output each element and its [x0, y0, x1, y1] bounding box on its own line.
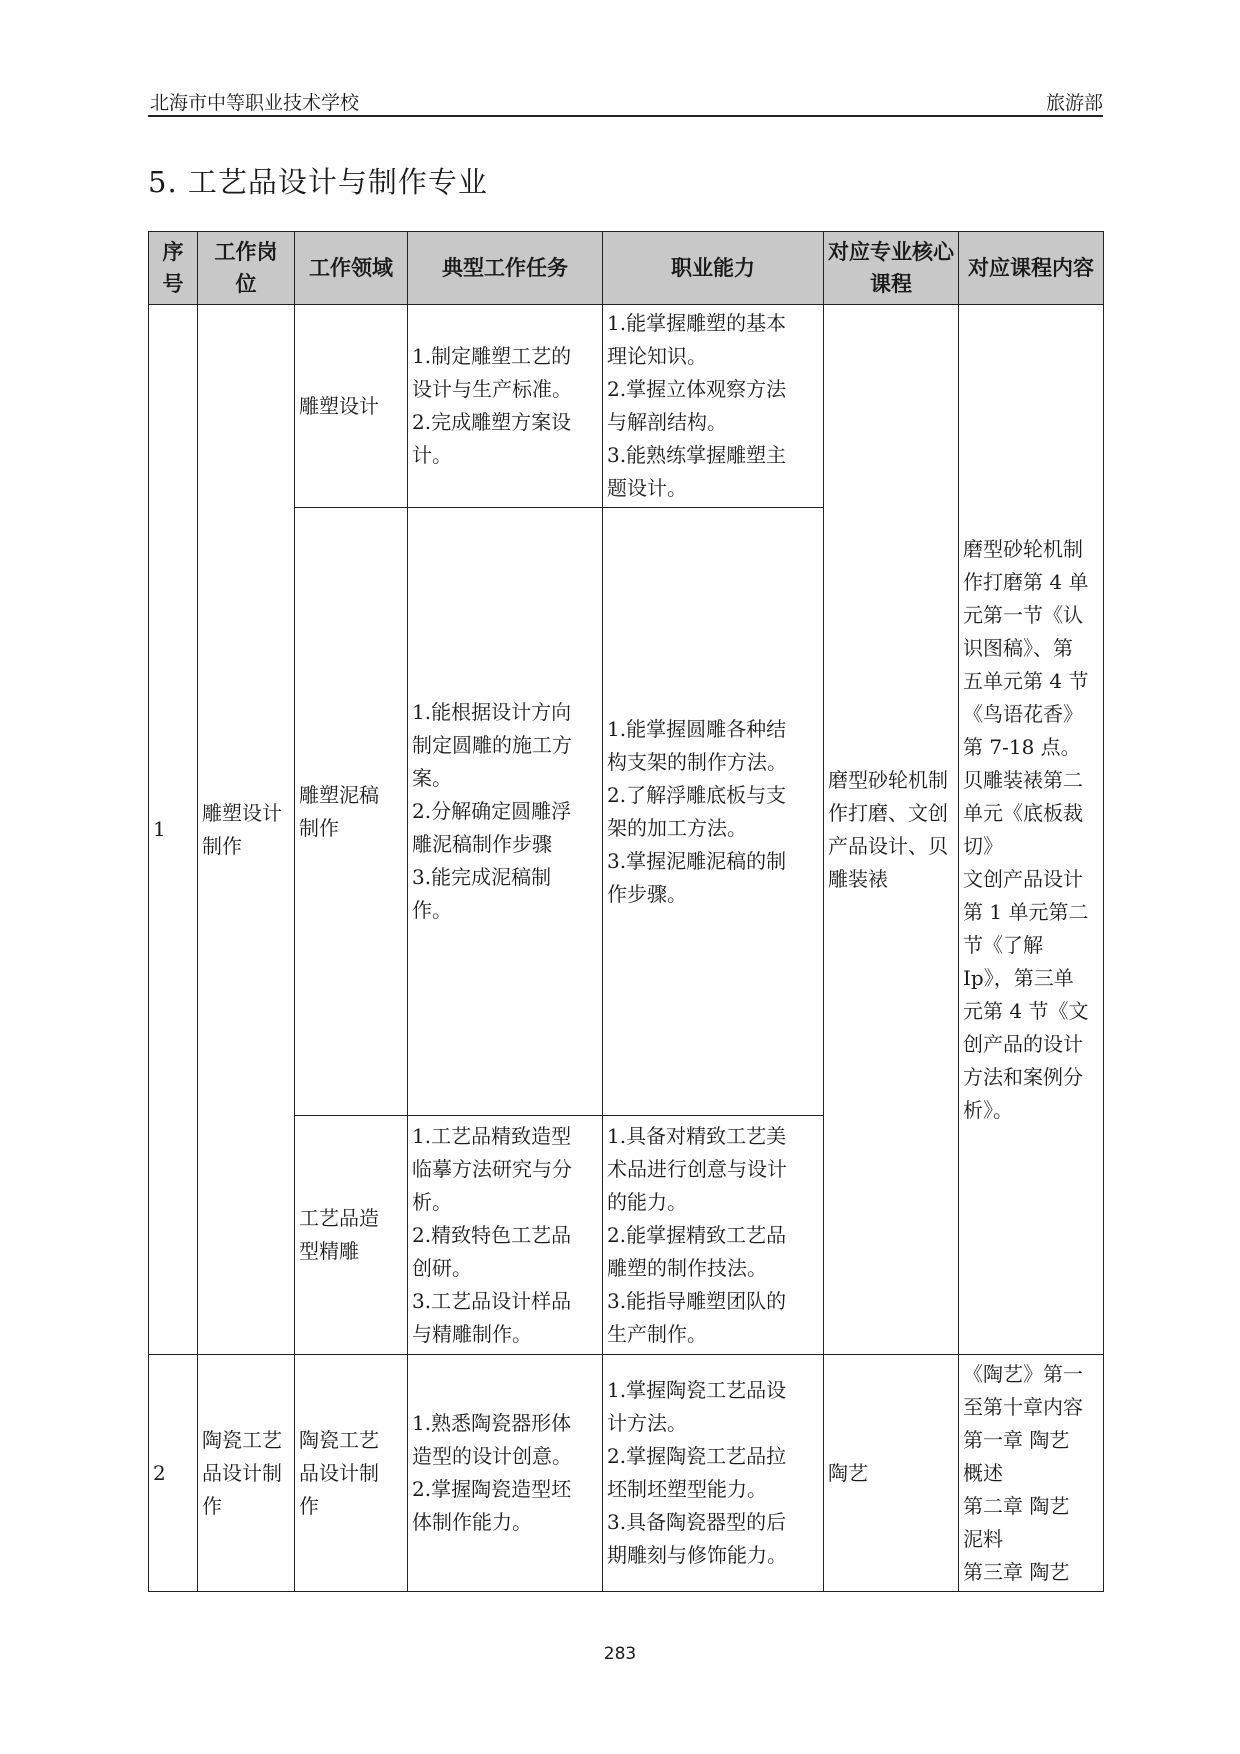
cell-line: 3.具备陶瓷器型的后: [607, 1510, 787, 1534]
core-course-cell: [824, 305, 959, 1355]
cell-line: 期雕刻与修饰能力。: [607, 1543, 787, 1567]
cell-line: 理论知识。: [607, 344, 707, 368]
cell-line: 2.掌握立体观察方法: [607, 377, 787, 401]
cell-line: Ip》，第三单: [963, 965, 1074, 990]
cell-line: 2.掌握陶瓷工艺品拉: [607, 1444, 787, 1468]
cell-line: 1.熟悉陶瓷器形体: [412, 1411, 572, 1435]
cell-line: 2.精致特色工艺品: [412, 1222, 572, 1247]
cell-line: 概述: [963, 1460, 1003, 1485]
cell-line: 1.能掌握雕塑的基本: [607, 311, 787, 335]
cell-line: 单元《底板裁: [963, 800, 1083, 825]
cell-line: 课程: [870, 272, 912, 296]
table-row: [149, 305, 1104, 508]
career-table: [148, 231, 1104, 1592]
post-cell: [198, 305, 295, 1355]
cell-line: 3.掌握泥雕泥稿的制: [607, 848, 787, 873]
cell-line: 磨型砂轮机制: [828, 767, 948, 792]
ability-cell: [603, 1116, 824, 1355]
header-task: [408, 232, 603, 305]
cell-line: 切》: [963, 833, 1003, 858]
cell-line: 与解剖结构。: [607, 410, 727, 434]
cell-line: 2.完成雕塑方案设: [412, 410, 572, 434]
cell-line: 作。: [412, 898, 452, 922]
cell-line: 2.分解确定圆雕浮: [412, 799, 572, 823]
row-number: 1: [149, 305, 198, 1355]
cell-line: 临摹方法研究与分: [412, 1156, 572, 1181]
cell-line: 设计与生产标准。: [412, 377, 572, 401]
cell-line: 计方法。: [607, 1411, 687, 1435]
cell-line: 节《了解: [963, 932, 1043, 957]
cell-line: 第 7-18 点。: [963, 734, 1081, 759]
task-cell: [408, 1355, 603, 1592]
cell-line: 制定圆雕的施工方: [412, 733, 572, 757]
cell-line: 析》。: [963, 1097, 1013, 1122]
cell-line: 型精雕: [299, 1239, 359, 1263]
cell-line: 五单元第 4 节: [963, 668, 1089, 693]
cell-line: 工作领域: [309, 256, 393, 280]
cell-line: 作: [299, 1493, 319, 1518]
cell-line: 至第十章内容: [963, 1394, 1083, 1419]
cell-line: 体制作能力。: [412, 1510, 532, 1534]
core-course-cell: [824, 1355, 959, 1592]
cell-line: 术品进行创意与设计: [607, 1156, 787, 1181]
cell-line: 生产制作。: [607, 1321, 707, 1346]
cell-line: 工作岗: [214, 240, 278, 264]
cell-line: 品设计制: [202, 1460, 282, 1485]
header-post: [198, 232, 295, 305]
task-cell: [408, 508, 603, 1116]
course-content-cell: [959, 305, 1104, 1355]
cell-line: 3.能完成泥稿制: [412, 865, 552, 889]
cell-line: 职业能力: [671, 256, 755, 280]
cell-line: 典型工作任务: [442, 256, 568, 280]
cell-line: 对应课程内容: [968, 256, 1094, 280]
ability-cell: [603, 508, 824, 1116]
cell-line: 雕泥稿制作步骤: [412, 832, 552, 856]
cell-line: 磨型砂轮机制: [963, 536, 1083, 561]
header-field: [295, 232, 408, 305]
cell-line: 3.能熟练掌握雕塑主: [607, 443, 787, 467]
cell-line: 创研。: [412, 1255, 472, 1280]
cell-line: 第一章 陶艺: [963, 1427, 1070, 1452]
header-ability: [603, 232, 824, 305]
cell-line: 作打磨第 4 单: [963, 569, 1089, 594]
field-cell: [295, 305, 408, 508]
cell-line: 位: [235, 272, 257, 296]
cell-line: 坯制坯塑型能力。: [607, 1477, 767, 1501]
cell-line: 雕塑设计: [299, 393, 379, 418]
cell-line: 造型的设计创意。: [412, 1444, 572, 1468]
cell-line: 贝雕装裱第二: [963, 767, 1083, 792]
page-number: 283: [603, 1644, 637, 1664]
cell-line: 陶瓷工艺: [202, 1427, 282, 1452]
field-cell: [295, 1355, 408, 1592]
cell-line: 方法和案例分: [963, 1064, 1083, 1089]
cell-line: 2.掌握陶瓷造型坯: [412, 1477, 572, 1501]
cell-line: 析。: [412, 1189, 452, 1214]
department-name: 旅游部: [1045, 92, 1103, 114]
section-title: 5. 工艺品设计与制作专业: [148, 165, 488, 199]
cell-line: 1.能掌握圆雕各种结: [607, 716, 787, 741]
cell-line: 《鸟语花香》: [963, 701, 1083, 726]
cell-line: 对应专业核心: [828, 240, 954, 264]
table-header-row: [149, 232, 1104, 305]
row-number: 2: [149, 1355, 198, 1592]
cell-line: 架的加工方法。: [607, 815, 747, 840]
header-course-content: [959, 232, 1104, 305]
cell-line: 第 1 单元第二: [963, 899, 1089, 924]
cell-line: 1.具备对精致工艺美: [607, 1123, 787, 1148]
cell-line: 3.能指导雕塑团队的: [607, 1288, 787, 1313]
cell-line: 序: [162, 240, 184, 264]
cell-line: 雕塑泥稿: [299, 782, 379, 807]
field-cell: [295, 1116, 408, 1355]
cell-line: 1.掌握陶瓷工艺品设: [607, 1378, 787, 1402]
cell-line: 产品设计、贝: [828, 833, 948, 858]
cell-line: 号: [162, 272, 184, 296]
cell-line: 雕塑设计: [202, 800, 282, 825]
cell-line: 构支架的制作方法。: [607, 749, 787, 774]
cell-line: 雕装裱: [828, 866, 888, 891]
cell-line: 与精雕制作。: [412, 1321, 532, 1346]
cell-line: 1.能根据设计方向: [412, 700, 572, 724]
cell-line: 2.能掌握精致工艺品: [607, 1222, 787, 1247]
cell-line: 创产品的设计: [963, 1031, 1083, 1056]
cell-line: 泥料: [963, 1526, 1003, 1551]
header-core-course: [824, 232, 959, 305]
cell-line: 作: [202, 1493, 222, 1518]
cell-line: 案。: [412, 766, 452, 790]
ability-cell: [603, 1355, 824, 1592]
cell-line: 识图稿》、第: [963, 635, 1073, 660]
cell-line: 第二章 陶艺: [963, 1493, 1070, 1518]
cell-line: 题设计。: [607, 476, 687, 500]
cell-line: 雕塑的制作技法。: [607, 1255, 767, 1280]
cell-line: 元第 4 节《文: [963, 998, 1089, 1023]
field-cell: [295, 508, 408, 1116]
post-cell: [198, 1355, 295, 1592]
course-content-cell: [959, 1355, 1104, 1592]
header-no: [149, 232, 198, 305]
cell-line: 1.制定雕塑工艺的: [412, 344, 572, 368]
cell-line: 元第一节《认: [963, 602, 1083, 627]
cell-line: 陶瓷工艺: [299, 1427, 379, 1452]
cell-line: 陶艺: [828, 1460, 868, 1485]
cell-line: 作步骤。: [607, 881, 687, 906]
cell-line: 3.工艺品设计样品: [412, 1288, 572, 1313]
table-row: [149, 1355, 1104, 1592]
cell-line: 1.工艺品精致造型: [412, 1123, 572, 1148]
cell-line: 工艺品造: [299, 1206, 379, 1230]
task-cell: [408, 305, 603, 508]
cell-line: 2.了解浮雕底板与支: [607, 782, 787, 807]
cell-line: 第三章 陶艺: [963, 1559, 1070, 1584]
cell-line: 的能力。: [607, 1189, 687, 1214]
header-divider: [148, 115, 1103, 117]
cell-line: 品设计制: [299, 1460, 379, 1485]
school-name: 北海市中等职业技术学校: [150, 92, 360, 114]
cell-line: 《陶艺》第一: [963, 1361, 1083, 1386]
ability-cell: [603, 305, 824, 508]
cell-line: 计。: [412, 443, 452, 467]
cell-line: 文创产品设计: [963, 866, 1083, 891]
cell-line: 制作: [299, 815, 339, 840]
cell-line: 制作: [202, 833, 242, 858]
cell-line: 作打磨、文创: [828, 800, 948, 825]
task-cell: [408, 1116, 603, 1355]
